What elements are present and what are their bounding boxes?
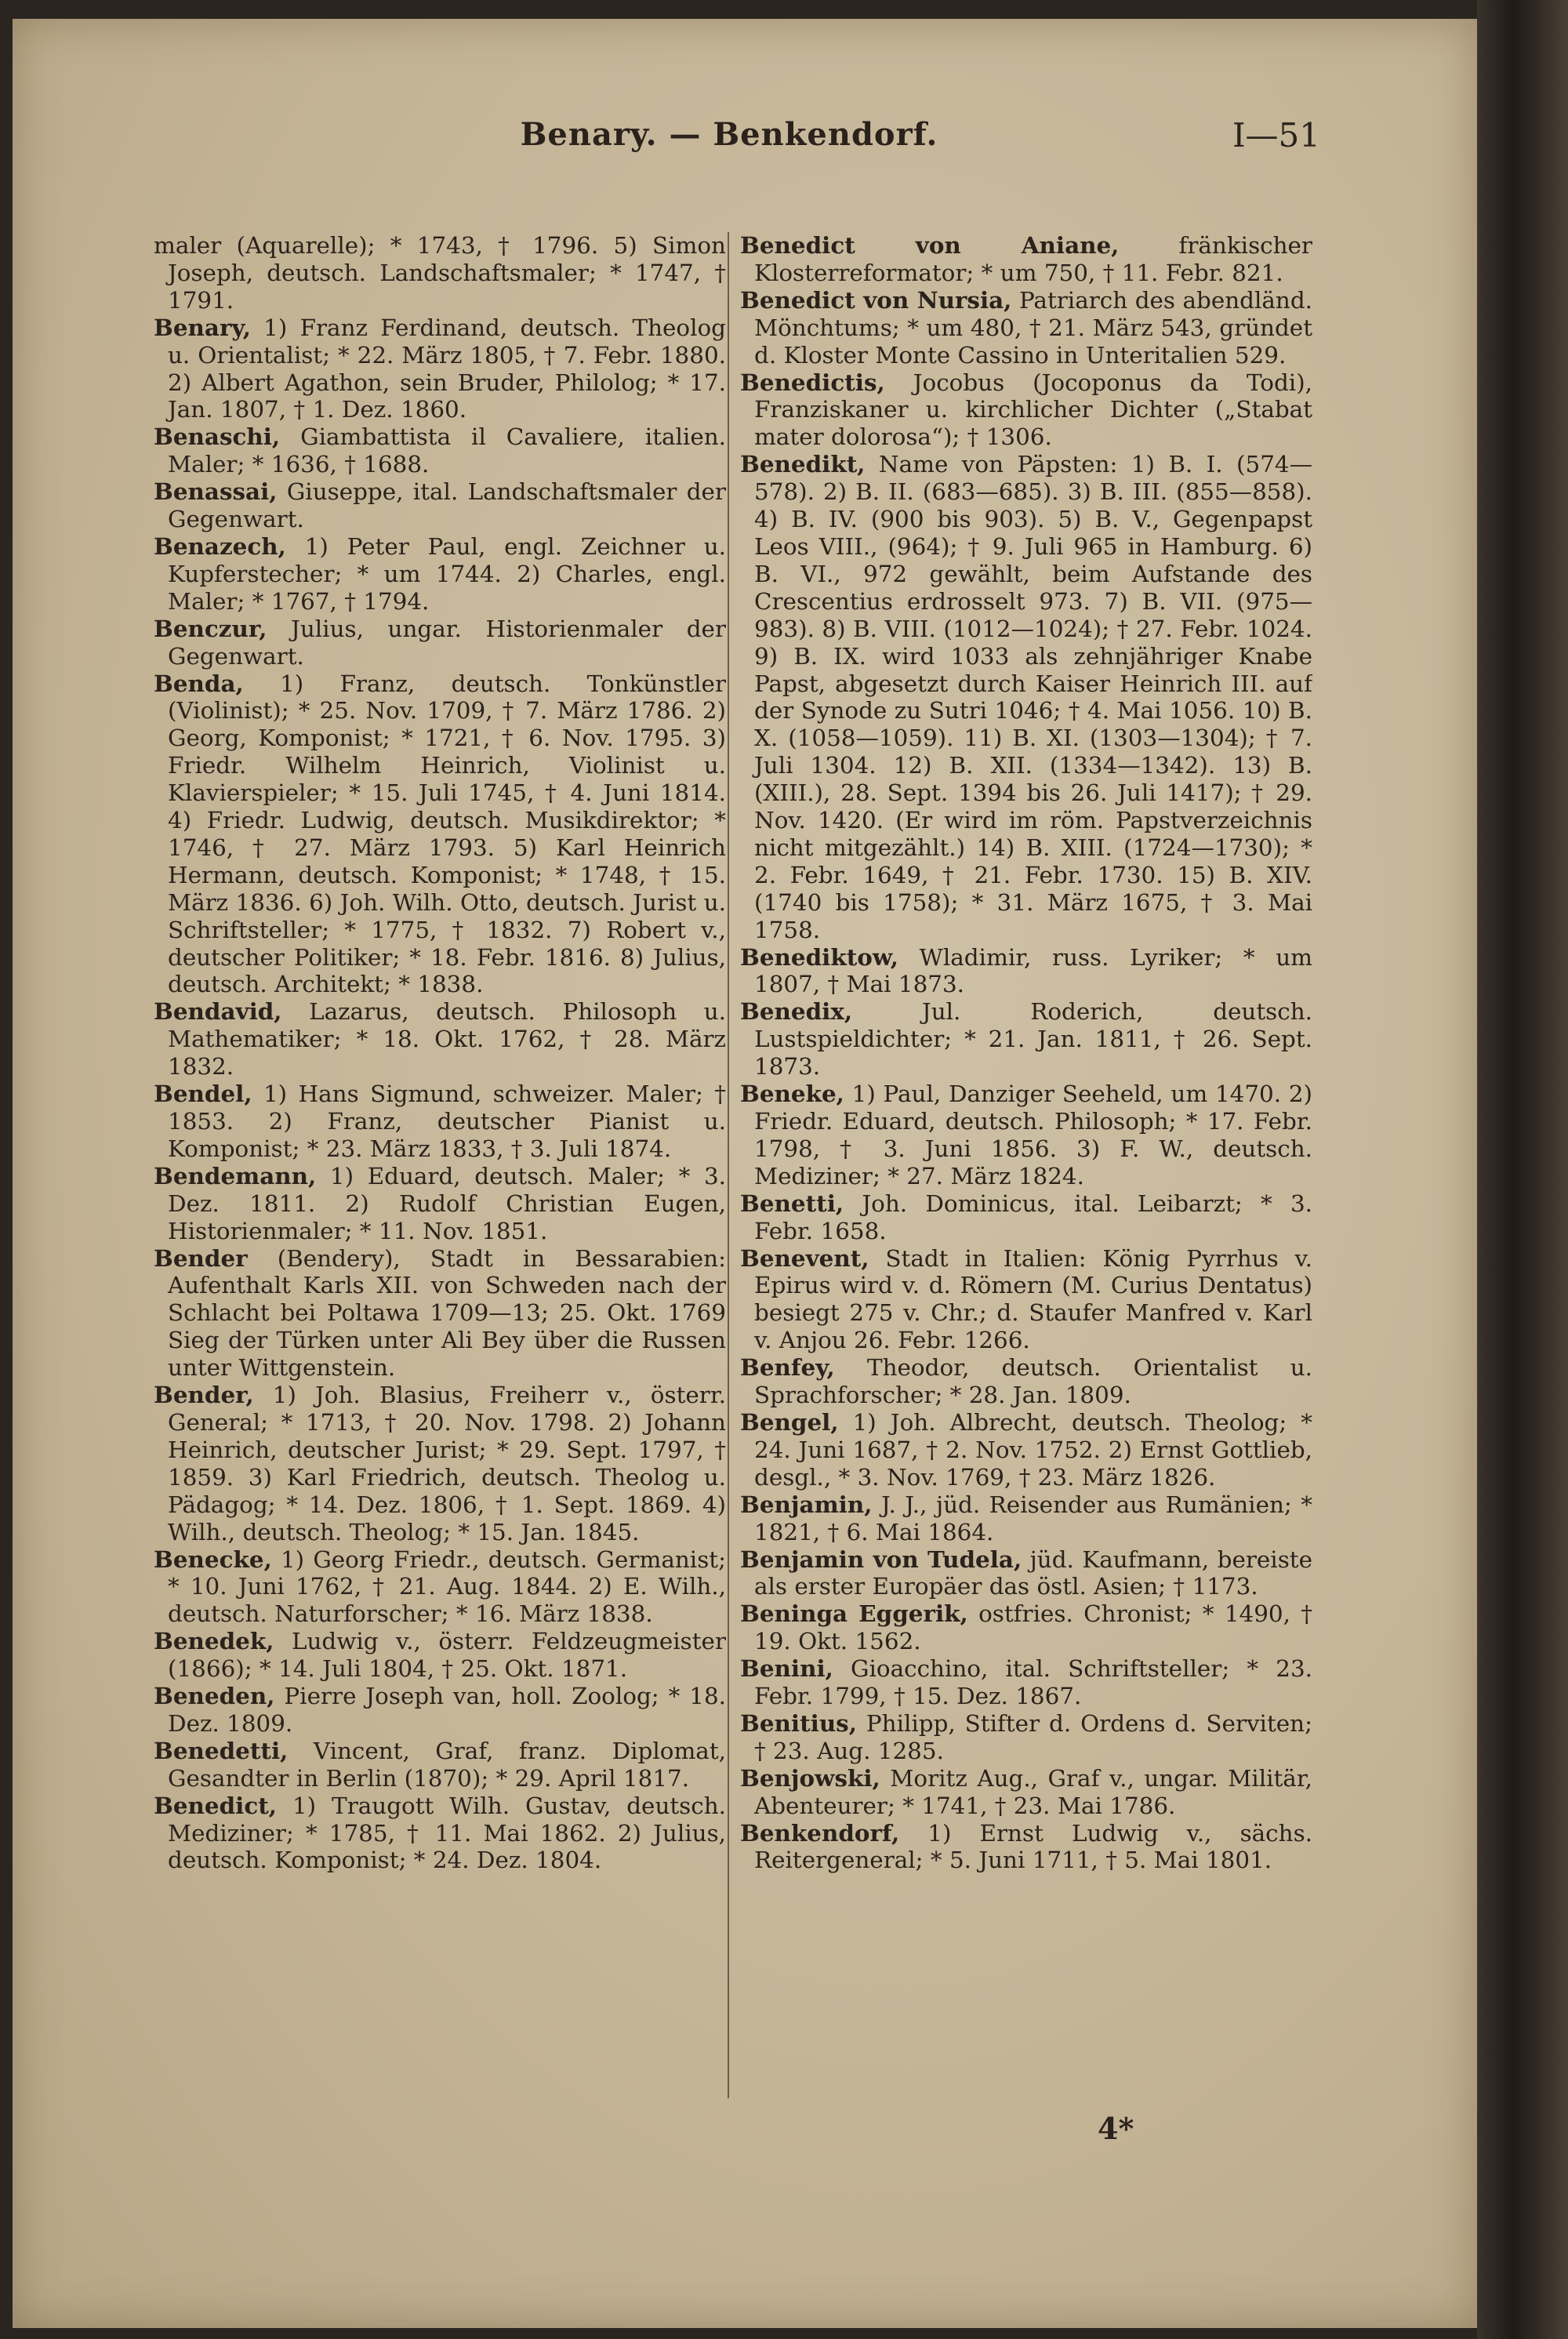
entry-text: Jul. Roderich, deutsch. Lustspieldichter; * 21. Jan. 1811, † 26. Sept. 1873. bbox=[754, 998, 1312, 1081]
entry-text: Julius, ungar. Historienmaler der Gegenwart. bbox=[168, 615, 726, 670]
entry-text: (Bendery), Stadt in Bessarabien: Aufenthalt Karls XII. von Schweden nach der Schlacht bei Poltawa 1709—13; 25. Okt. 1769 Sieg der Türken unter Ali Bey über die Russen unter Wittgenstein. bbox=[168, 1244, 726, 1382]
entry-text: 1) Franz Ferdinand, deutsch. Theolog u. Orientalist; * 22. März 1805, † 7. Febr. 1880. 2) Albert Agathon, sein Bruder, Philolog; * 17. Jan. 1807, † 1. Dez. 1860. bbox=[168, 314, 726, 423]
entry-text: J. J., jüd. Reisender aus Rumänien; * 1821, † 6. Mai 1864. bbox=[754, 1491, 1312, 1545]
dictionary-entry bbox=[740, 232, 1312, 287]
dictionary-entry bbox=[740, 1245, 1312, 1355]
entry-headword: Bengel, bbox=[740, 1407, 839, 1436]
page-header bbox=[157, 116, 1320, 163]
page-number: I—51 bbox=[1232, 116, 1320, 154]
entry-headword: Benedict, bbox=[154, 1791, 278, 1819]
entry-headword: Bender bbox=[154, 1244, 248, 1272]
entry-headword: Benfey, bbox=[740, 1353, 835, 1382]
entry-headword: Benini, bbox=[740, 1654, 833, 1683]
entry-text: Giuseppe, ital. Landschaftsmaler der Gegenwart. bbox=[168, 478, 726, 533]
book-binding bbox=[1477, 0, 1568, 2339]
entry-text: 1) Traugott Wilh. Gustav, deutsch. Mediziner; * 1785, † 11. Mai 1862. 2) Julius, deutsch. Komponist; * 24. Dez. 1804. bbox=[168, 1792, 726, 1874]
entry-headword: Beneke, bbox=[740, 1080, 844, 1108]
dictionary-entry bbox=[740, 998, 1312, 1081]
left-column bbox=[154, 232, 726, 2111]
dictionary-entry bbox=[154, 1245, 726, 1382]
dictionary-entry bbox=[740, 1081, 1312, 1190]
entry-text: Jocobus (Jocoponus da Todi), Franziskaner u. kirchlicher Dichter („Stabat mater dolorosa“); † 1306. bbox=[754, 369, 1312, 451]
entry-text: ostfries. Chronist; * 1490, † 19. Okt. 1562. bbox=[754, 1600, 1312, 1655]
entry-text: Moritz Aug., Graf v., ungar. Militär, Abenteurer; * 1741, † 23. Mai 1786. bbox=[754, 1764, 1312, 1819]
entry-text: maler (Aquarelle); * 1743, † 1796. 5) Simon Joseph, deutsch. Landschaftsmaler; * 1747, † 1791. bbox=[154, 232, 726, 314]
right-column bbox=[740, 232, 1312, 2111]
dictionary-entry bbox=[740, 451, 1312, 943]
entry-text: 1) Ernst Ludwig v., sächs. Reitergeneral; * 5. Juni 1711, † 5. Mai 1801. bbox=[754, 1819, 1312, 1874]
dictionary-entry bbox=[154, 478, 726, 533]
entry-text: 1) Georg Friedr., deutsch. Germanist; * 10. Juni 1762, † 21. Aug. 1844. 2) E. Wilh., deutsch. Naturforscher; * 16. März 1838. bbox=[168, 1545, 726, 1628]
entry-headword: Benjamin von Tudela, bbox=[740, 1545, 1022, 1573]
dictionary-entry bbox=[740, 1765, 1312, 1820]
dictionary-entry bbox=[154, 423, 726, 478]
entry-headword: Benedetti, bbox=[154, 1736, 289, 1764]
dictionary-entry bbox=[740, 369, 1312, 452]
dictionary-entry bbox=[740, 1600, 1312, 1655]
running-head: Benary. — Benkendorf. bbox=[520, 116, 938, 153]
dictionary-entry bbox=[154, 1683, 726, 1738]
entry-headword: Bendemann, bbox=[154, 1161, 317, 1189]
entry-headword: Benassai, bbox=[154, 478, 278, 506]
entry-headword: Benedict von Aniane, bbox=[740, 232, 1120, 259]
entry-text: 1) Eduard, deutsch. Maler; * 3. Dez. 1811. 2) Rudolf Christian Eugen, Historienmaler; * 11. Nov. 1851. bbox=[168, 1162, 726, 1244]
dictionary-entry bbox=[154, 1163, 726, 1245]
entry-headword: Benary, bbox=[154, 313, 251, 341]
entry-headword: Benjamin, bbox=[740, 1490, 873, 1518]
entry-headword: Benedictis, bbox=[740, 368, 885, 396]
entry-headword: Benevent, bbox=[740, 1244, 869, 1272]
entry-text: Lazarus, deutsch. Philosoph u. Mathematiker; * 18. Okt. 1762, † 28. März 1832. bbox=[168, 998, 726, 1081]
dictionary-entry bbox=[154, 314, 726, 424]
dictionary-entry bbox=[740, 1710, 1312, 1765]
entry-text: Vincent, Graf, franz. Diplomat, Gesandter in Berlin (1870); * 29. April 1817. bbox=[168, 1737, 726, 1792]
entry-text: Philipp, Stifter d. Ordens d. Serviten; † 23. Aug. 1285. bbox=[754, 1709, 1312, 1764]
entry-text: Patriarch des abendländ. Mönchtums; * um 480, † 21. März 543, gründet d. Kloster Monte Cassino in Unteritalien 529. bbox=[754, 286, 1312, 369]
dictionary-entry bbox=[154, 670, 726, 999]
dictionary-entry bbox=[154, 533, 726, 616]
dictionary-entry bbox=[740, 1491, 1312, 1546]
entry-text: Theodor, deutsch. Orientalist u. Sprachforscher; * 28. Jan. 1809. bbox=[754, 1354, 1312, 1409]
entry-text: 1) Hans Sigmund, schweizer. Maler; † 1853. 2) Franz, deutscher Pianist u. Komponist; * 23. März 1833, † 3. Juli 1874. bbox=[168, 1081, 726, 1162]
entry-text: Stadt in Italien: König Pyrrhus v. Epirus wird v. d. Römern (M. Curius Dentatus) besiegt 275 v. Chr.; d. Staufer Manfred v. Karl v. Anjou 26. Febr. 1266. bbox=[754, 1244, 1312, 1354]
dictionary-entry bbox=[740, 287, 1312, 369]
entry-text: Joh. Dominicus, ital. Leibarzt; * 3. Febr. 1658. bbox=[754, 1189, 1312, 1244]
entry-text: 1) Paul, Danziger Seeheld, um 1470. 2) Friedr. Eduard, deutsch. Philosoph; * 17. Febr. 1798, † 3. Juni 1856. 3) F. W., deutsch. Mediziner; * 27. März 1824. bbox=[754, 1081, 1312, 1189]
dictionary-entry bbox=[154, 616, 726, 670]
entry-text: Giambattista il Cavaliere, italien. Maler; * 1636, † 1688. bbox=[168, 423, 726, 478]
column-divider bbox=[728, 232, 729, 2098]
entry-text: Gioacchino, ital. Schriftsteller; * 23. Febr. 1799, † 15. Dez. 1867. bbox=[754, 1655, 1312, 1710]
sheet-signature: 4* bbox=[1098, 2111, 1134, 2146]
entry-text: Name von Päpsten: 1) B. I. (574—578). 2) B. II. (683—685). 3) B. III. (855—858). 4) B. IV. (900 bis 903). 5) B. V., Gegenpapst Leos VIII., (964); † 9. Juli 965 in Hamburg. 6) B. VI., 972 gewählt, beim Aufstande des Crescentius erdrosselt 973. 7) B. VII. (975—983). 8) B. VIII. (1012—1024); † 27. Febr. 1024. 9) B. IX. wird 1033 als zehnjähriger Knabe Papst, abgesetzt durch Kaiser Heinrich III. auf der Synode zu Sutri 1046; † 4. Mai 1056. 10) B. X. (1058—1059). 11) B. XI. (1303—1304); † 7. Juli 1304. 12) B. XII. (1334—1342). 13) B. (XIII.), 28. Sept. 1394 bis 26. Juli 1417); † 29. Nov. 1420. (Er wird im röm. Papstverzeichnis nicht mitgezählt.) 14) B. XIII. (1724—1730); * 2. Febr. 1649, † 21. Febr. 1730. 15) B. XIV. (1740 bis 1758); * 31. März 1675, † 3. Mai 1758. bbox=[754, 451, 1312, 943]
entry-text: 1) Franz, deutsch. Tonkünstler (Violinist); * 25. Nov. 1709, † 7. März 1786. 2) Georg, Komponist; * 1721, † 6. Nov. 1795. 3) Friedr. Wilhelm Heinrich, Violinist u. Klavierspieler; * 15. Juli 1745, † 4. Juni 1814. 4) Friedr. Ludwig, deutsch. Musikdirektor; * 1746, † 27. März 1793. 5) Karl Heinrich Hermann, deutsch. Komponist; * 1748, † 15. März 1836. 6) Joh. Wilh. Otto, deutsch. Jurist u. Schriftsteller; * 1775, † 1832. 7) Robert v., deutscher Politiker; * 18. Febr. 1816. 8) Julius, deutsch. Architekt; * 1838. bbox=[168, 670, 726, 998]
entry-headword: Benedix, bbox=[740, 997, 853, 1026]
dictionary-entry bbox=[740, 1546, 1312, 1601]
entry-text: fränkischer Klosterreformator; * um 750, † 11. Febr. 821. bbox=[754, 232, 1312, 286]
dictionary-entry bbox=[740, 1190, 1312, 1245]
entry-headword: Benecke, bbox=[154, 1545, 272, 1573]
entry-text: 1) Peter Paul, engl. Zeichner u. Kupferstecher; * um 1744. 2) Charles, engl. Maler; * 1767, † 1794. bbox=[168, 532, 726, 615]
dictionary-entry bbox=[154, 1546, 726, 1629]
dictionary-entry bbox=[154, 1628, 726, 1683]
entry-text: Ludwig v., österr. Feldzeugmeister (1866); * 14. Juli 1804, † 25. Okt. 1871. bbox=[168, 1628, 726, 1683]
dictionary-entry bbox=[740, 1820, 1312, 1875]
entry-headword: Bendavid, bbox=[154, 997, 282, 1026]
entry-headword: Beninga Eggerik, bbox=[740, 1600, 968, 1628]
entry-headword: Benediktow, bbox=[740, 943, 899, 971]
dictionary-entry bbox=[154, 1792, 726, 1875]
entry-text: 1) Joh. Blasius, Freiherr v., österr. General; * 1713, † 20. Nov. 1798. 2) Johann Heinrich, deutscher Jurist; * 29. Sept. 1797, † 1859. 3) Karl Friedrich, deutsch. Theolog u. Pädagog; * 14. Dez. 1806, † 1. Sept. 1869. 4) Wilh., deutsch. Theolog; * 15. Jan. 1845. bbox=[168, 1382, 726, 1545]
entry-headword: Benedek, bbox=[154, 1627, 274, 1655]
entry-headword: Benczur, bbox=[154, 614, 267, 642]
entry-headword: Beneden, bbox=[154, 1682, 275, 1710]
dictionary-entry bbox=[154, 998, 726, 1081]
entry-text: jüd. Kaufmann, bereiste als erster Europäer das östl. Asien; † 1173. bbox=[754, 1545, 1312, 1600]
entry-text: 1) Joh. Albrecht, deutsch. Theolog; * 24. Juni 1687, † 2. Nov. 1752. 2) Ernst Gottlieb, desgl., * 3. Nov. 1769, † 23. März 1826. bbox=[754, 1408, 1312, 1491]
entry-headword: Benedict von Nursia, bbox=[740, 285, 1012, 314]
dictionary-entry bbox=[740, 1409, 1312, 1491]
entry-headword: Benkendorf, bbox=[740, 1818, 900, 1847]
entry-headword: Benazech, bbox=[154, 532, 286, 560]
dictionary-entry bbox=[740, 944, 1312, 999]
dictionary-entry bbox=[154, 232, 726, 314]
dictionary-entry bbox=[154, 1382, 726, 1545]
entry-headword: Benedikt, bbox=[740, 450, 866, 478]
dictionary-entry bbox=[154, 1738, 726, 1792]
dictionary-entry bbox=[740, 1655, 1312, 1710]
entry-headword: Benjowski, bbox=[740, 1763, 880, 1792]
entry-headword: Bendel, bbox=[154, 1080, 252, 1108]
dictionary-entry bbox=[154, 1081, 726, 1163]
entry-headword: Benda, bbox=[154, 669, 244, 697]
entry-headword: Benaschi, bbox=[154, 423, 281, 451]
entry-text: Pierre Joseph van, holl. Zoolog; * 18. Dez. 1809. bbox=[168, 1683, 726, 1737]
entry-headword: Bender, bbox=[154, 1381, 254, 1409]
entry-headword: Benitius, bbox=[740, 1709, 857, 1737]
entry-text: Wladimir, russ. Lyriker; * um 1807, † Mai 1873. bbox=[754, 943, 1312, 998]
entry-headword: Benetti, bbox=[740, 1189, 844, 1217]
dictionary-entry bbox=[740, 1354, 1312, 1409]
